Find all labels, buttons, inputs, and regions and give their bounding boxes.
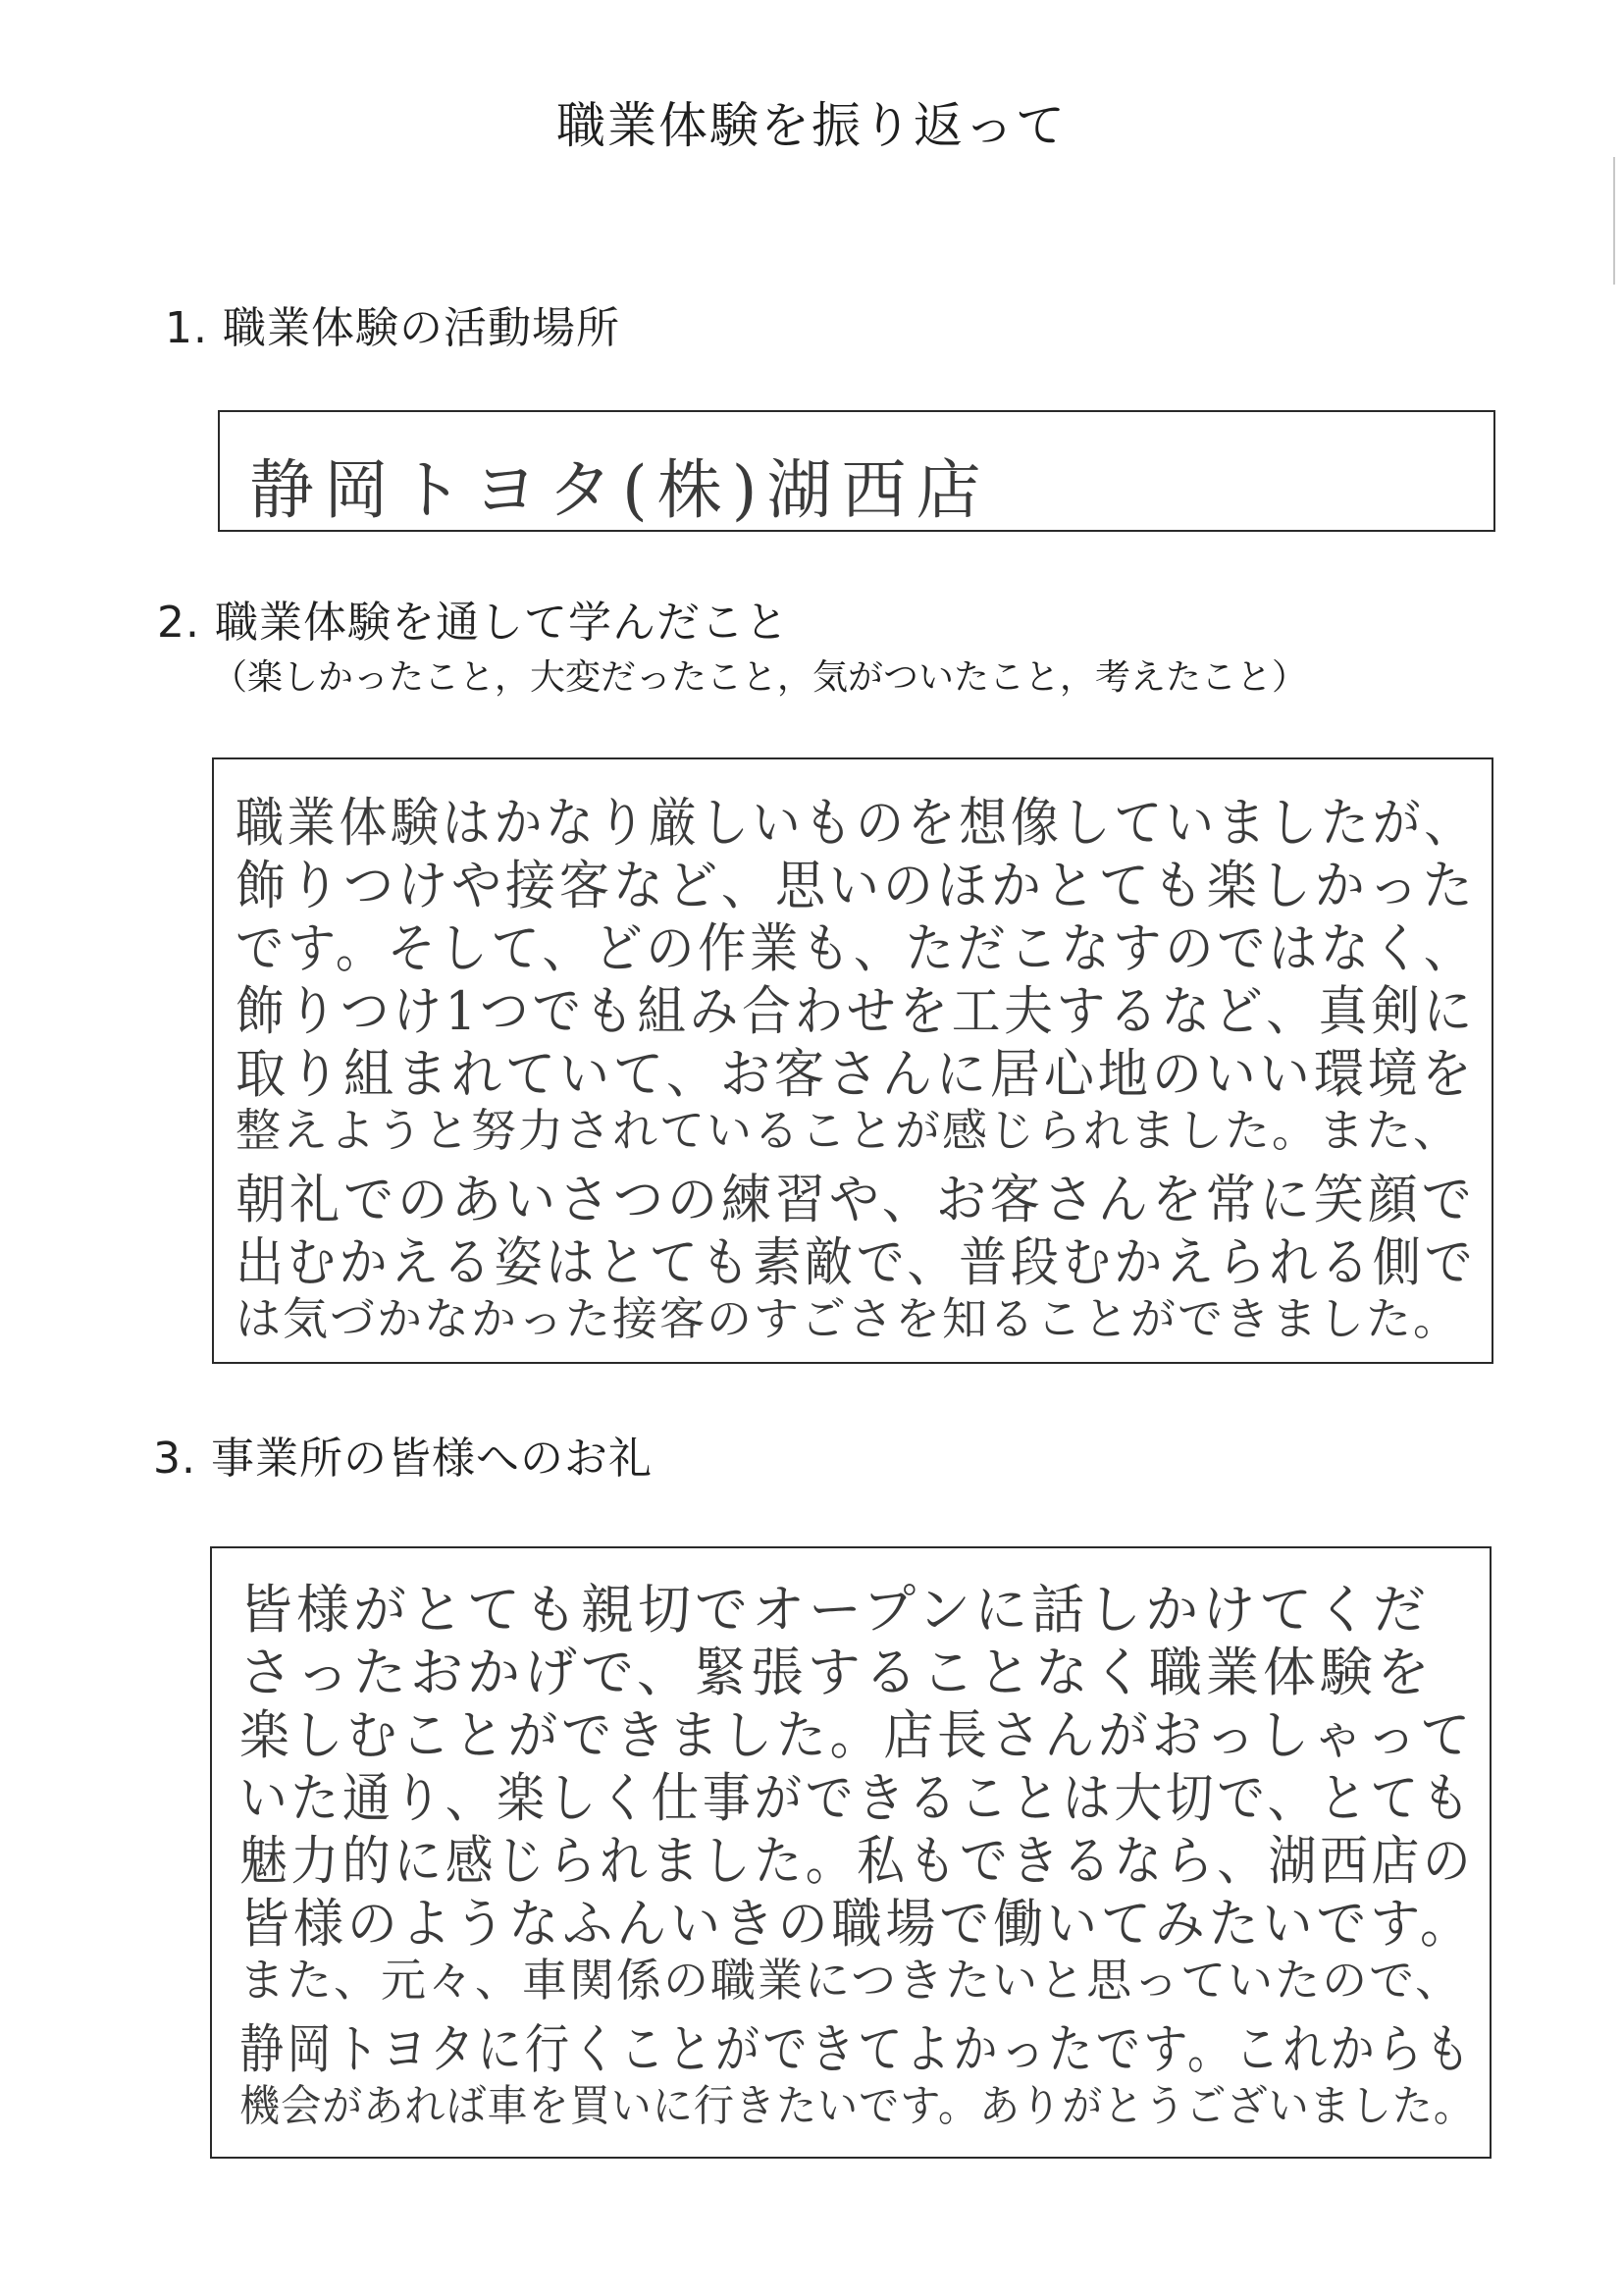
- page-title: 職業体験を振り返って: [556, 97, 1067, 154]
- learned-line: 取り組まれていて、お客さんに居心地のいい環境を: [236, 1043, 1476, 1105]
- thanks-line: 静岡トヨタに行くことができてよかったです。これからも: [239, 2018, 1474, 2080]
- learned-line: 飾りつけ1つでも組み合わせを工夫するなど、真剣に: [236, 980, 1476, 1042]
- thanks-line: さったおかげで、緊張することなく職業体験を: [239, 1642, 1434, 1703]
- thanks-line: 皆様のようなふんいきの職場で働いてみたいです。: [239, 1893, 1474, 1955]
- section-3-heading: 3. 事業所の皆様へのお礼: [153, 1434, 653, 1484]
- thanks-line: 魅力的に感じられました。私もできるなら、湖西店の: [239, 1830, 1475, 1892]
- thanks-line: 皆様がとても親切でオープンに話しかけてくだ: [239, 1579, 1431, 1641]
- learned-line: 飾りつけや接客など、思いのほかとても楽しかった: [236, 855, 1477, 916]
- learned-line: 整えようと努力されていることが感じられました。また、: [236, 1104, 1460, 1157]
- learned-line: 朝礼でのあいさつの練習や、お客さんを常に笑顔で: [236, 1169, 1476, 1230]
- thanks-line: いた通り、楽しく仕事ができることは大切で、とても: [239, 1767, 1474, 1829]
- activity-place-box: [218, 410, 1495, 532]
- learned-line: です。そして、どの作業も、ただこなすのではなく、: [236, 917, 1476, 979]
- thanks-box: [210, 1546, 1492, 2159]
- section-2-note: （楽しかったこと，大変だったこと，気がついたこと，考えたこと）: [212, 657, 1308, 698]
- thanks-line: また、元々、車関係の職業につきたいと思っていたので、: [239, 1954, 1463, 2007]
- learned-box: [212, 757, 1493, 1364]
- section-1-heading: 1. 職業体験の活動場所: [165, 303, 620, 353]
- scan-edge-mark: [1613, 157, 1615, 285]
- learned-line: 出むかえる姿はとても素敵で、普段むかえられる側で: [236, 1231, 1477, 1293]
- thanks-line: 楽しむことができました。店長さんがおっしゃって: [239, 1704, 1474, 1766]
- thanks-line: 機会があれば車を買いに行きたいです。ありがとうございました。: [239, 2081, 1475, 2131]
- section-2-heading: 2. 職業体験を通して学んだこと: [157, 598, 789, 648]
- learned-line: 職業体験はかなり厳しいものを想像していましたが、: [236, 792, 1476, 854]
- learned-line: は気づかなかった接客のすごさを知ることができました。: [236, 1292, 1460, 1345]
- activity-place-answer: 静岡トヨタ(株)湖西店: [249, 452, 991, 528]
